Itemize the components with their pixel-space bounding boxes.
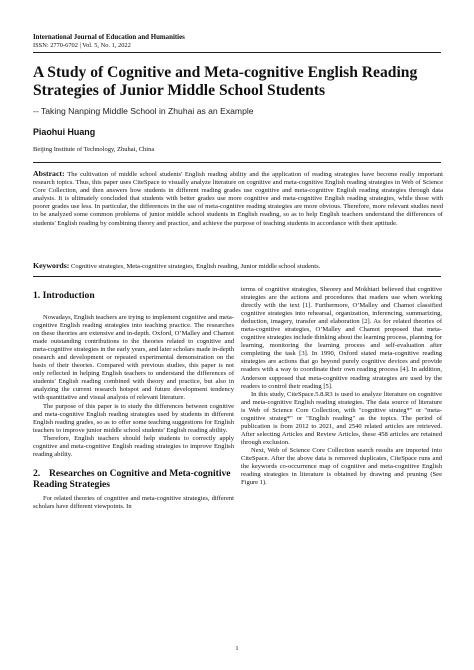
abstract-top-rule [33,162,441,163]
page-number: 1 [235,645,239,652]
journal-name: International Journal of Education and Humanities [33,34,185,41]
keywords-label: Keywords: [33,261,70,270]
keywords-text: Cognitive strategies, Meta-cognitive strategies, English reading, Junior middle school students. [71,263,321,270]
section-2-title: Researches on Cognitive and Meta-cognitive Reading Strategies [33,467,231,490]
keywords-bottom-rule [33,276,441,277]
abstract [33,170,443,228]
section-2-number: 2. [33,467,41,479]
right-column [241,286,442,487]
paper-subtitle: -- Taking Nanping Middle School in Zhuhai as an Example [33,106,254,116]
author-name: Piaohui Huang [33,127,96,137]
section-2-paragraph-2: terms of cognitive strategies, Sheorey and Mokhtari believed that cognitive strategies are the actions and procedures that readers use when working directly with the text [1]. Furthermore, O’Malley and Chamot classified cognitive strategies into rehearsal, organization, inferencing, summarizing, deduction, imagery, transfer and elaboration [2]. As for related theories of meta-cognitive strategies, O’Malley and Chamot proposed that meta-cognitive strategies include thinking about the learning process, planning for learning, monitoring the learning process and self-evaluation after completing the task [3]. In 1990, Oxford stated meta-cognitive reading strategies are actions that go beyond purely cognitive devices and provide readers with a way to coordinate their own reading process [4]. In addition, Anderson supposed that meta-cognitive reading strategies are used by the readers to control their reading [5]. [241,286,442,390]
abstract-text: The cultivation of middle school students' English reading ability and the application of reading strategies have become really important research topics. Thus, this paper uses CiteSpace to visually analyze literature on cognitive and meta-cognitive English reading strategies in Web of Science Core Collection, and then answers how students in different reading grades use cognitive and meta-cognitive English reading strategies through data analysis. It is ultimately concluded that students with better grades use more cognitive and meta-cognitive English reading strategies, while those with poorer grades use less. In particular, the differences in the use of meta-cognitive reading strategies are more obvious. Therefore, more relevant studies need to be analyzed some common problems of junior middle school students in English reading, so as to help English teachers understand the differences of students' English reading by combining theory and practice, and achieve the purpose of teaching students in accordance with their aptitude. [33,171,443,227]
section-1-paragraph-2: The purpose of this paper is to study the differences between cognitive and meta-cognitive English reading strategies used by students in different English reading grades, so as to offer some teaching suggestions for English teachers to improve junior middle school students' English reading ability. [33,402,234,434]
left-column [33,286,234,511]
journal-issn: ISSN: 2770-6702 | Vol. 5, No. 1, 2022 [33,42,131,49]
paper-title: A Study of Cognitive and Meta-cognitive English Reading Strategies of Junior Middle School Students [33,64,418,99]
keywords [33,262,443,271]
section-2-paragraph-1: For related theories of cognitive and meta-cognitive strategies, different scholars have different viewpoints. In [33,494,234,510]
author-affiliation: Beijing Institute of Technology, Zhuhai, China [33,146,155,153]
section-1-heading: 1. Introduction [33,290,95,301]
abstract-label: Abstract: [33,169,65,178]
section-2-heading [33,468,234,490]
header-rule [33,52,441,53]
section-1-paragraph-1: Nowadays, English teachers are trying to implement cognitive and meta-cognitive English reading strategies into teaching practice. The researches on these theories are extensive and in-depth. Oxford, O’Malley and Chamot made outstanding contributions to the theories related to cognitive and meta-cognitive strategies in the early years, and later scholars made in-depth research and development or repeated experimental demonstration on the basis of their theories. Compared with previous studies, this paper is not only reflected in helping English teachers to understand the differences of students' English reading combined with theory and practice, but also in analyzing the current research hotspot and future development tendency with quantitative and visual analysis of relevant literature. [33,314,234,402]
section-2-paragraph-3: In this study, CiteSpace.5.8.R3 is used to analyze literature on cognitive and meta-cognitive English reading strategies. The data source of literature is Web of Science Core Collection, with "cognitive strateg*" or "meta-cognitive strateg*" or "English reading" as the topics. The period of publication is from 2012 to 2021, and 2540 related articles are retrieved. After selecting Articles and Review Articles, these 458 articles are retained through exclusion. [241,390,442,446]
section-1-paragraph-3: Therefore, English teachers should help students to correctly apply cognitive and meta-cognitive English reading strategies to improve English reading ability. [33,434,234,458]
section-2-paragraph-4: Next, Web of Science Core Collection search results are imported into CiteSpace. After the above data is removed duplicates, CiteSpace runs and the keywords co-occurrence map of cognitive and meta-cognitive English reading strategies in literature is obtained by drawing and pruning (See Figure 1). [241,446,442,487]
